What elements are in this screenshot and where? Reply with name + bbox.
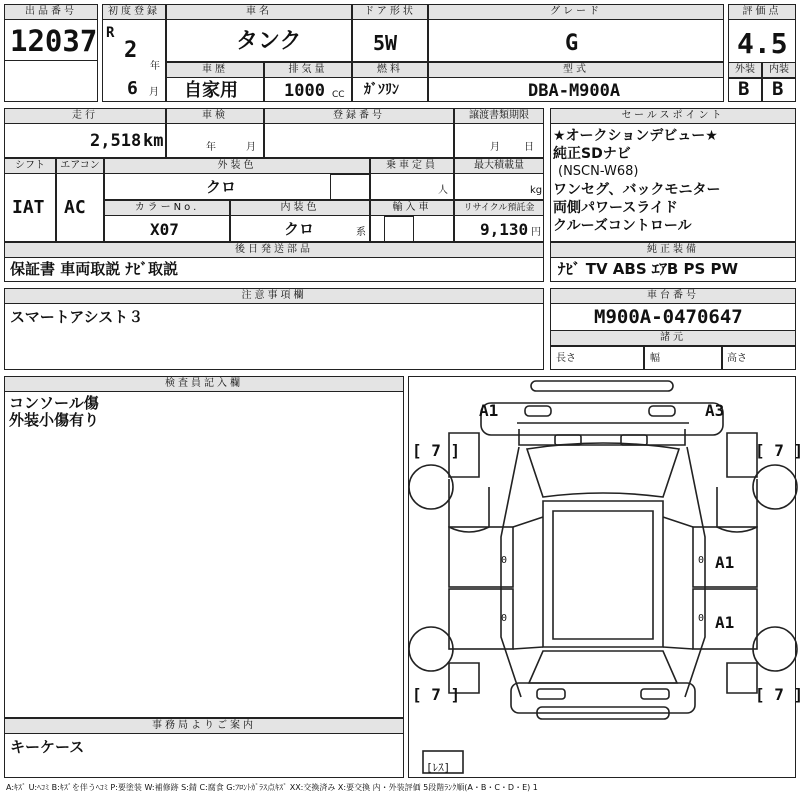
ext-color-label: 外装色 <box>104 158 370 174</box>
damage-a1-right-front-door: A1 <box>715 553 735 572</box>
damage-a3-front-right: A3 <box>705 401 725 420</box>
spec-length-label: 長さ <box>556 353 576 364</box>
sales-point-line: ★オークションデビュー★ <box>553 128 718 144</box>
import-sub <box>384 216 414 242</box>
first-reg-month: 6 <box>127 78 138 99</box>
recycle-unit: 円 <box>531 227 541 238</box>
transfer-label: 譲渡書類期限 <box>454 108 544 124</box>
grade-value: G <box>565 31 579 56</box>
equipment-label: 純正装備 <box>550 242 796 258</box>
inspector-label: 検査員記入欄 <box>4 376 404 392</box>
max-load-unit: kg <box>530 185 543 196</box>
int-color-label: 内装色 <box>230 200 370 216</box>
inspection-month-unit: 月 <box>246 142 256 153</box>
tread-rear-right: [ 7 ] <box>755 685 803 704</box>
office-label: 事務局よりご案内 <box>4 718 404 734</box>
recycle-value: 9,130 <box>480 220 529 239</box>
ext-color-value: クロ <box>206 178 237 196</box>
color-no-value: X07 <box>150 220 179 239</box>
displacement-unit: CC <box>332 90 345 100</box>
door-left-rear-mark: 0 <box>501 613 508 624</box>
sales-point-line: 純正SDナビ <box>553 146 631 162</box>
model-value: DBA-M900A <box>528 81 621 101</box>
equipment-value: ﾅﾋﾞ TV ABS ｴｱB PS PW <box>558 260 739 278</box>
inspector-line: コンソール傷 <box>9 394 99 412</box>
capacity-label: 乗車定員 <box>370 158 454 174</box>
spec-height-label: 高さ <box>727 353 747 364</box>
door-type: 5W <box>373 31 398 55</box>
fuel-label: 燃料 <box>352 62 428 78</box>
inspector-line: 外装小傷有り <box>9 411 100 429</box>
aircon-value: AC <box>64 197 86 218</box>
displacement-value: 1000 <box>284 81 325 101</box>
sales-points-label: セールスポイント <box>550 108 796 124</box>
score-value: 4.5 <box>737 27 788 60</box>
mileage-unit: km <box>143 131 164 151</box>
car-name: タンク <box>236 29 302 54</box>
history-value: 自家用 <box>184 80 238 101</box>
max-load-label: 最大積載量 <box>454 158 544 174</box>
inspection-year-unit: 年 <box>206 142 216 153</box>
capacity-unit: 人 <box>438 185 448 196</box>
aircon-label: エアコン <box>56 158 104 174</box>
chassis-number: M900A-0470647 <box>594 306 743 328</box>
notes-value: スマートアシスト３ <box>10 308 144 326</box>
int-color-unit: 系 <box>356 227 366 238</box>
first-reg-year: 2 <box>124 38 138 63</box>
first-reg-era: R <box>106 25 115 41</box>
sales-point-line: (NSCN-W68) <box>558 164 639 179</box>
transfer-day-unit: 日 <box>524 142 534 153</box>
score-ext: B <box>738 78 750 100</box>
score-ext-label: 外装 <box>728 62 762 78</box>
spare-tire-label: [ﾚｽ] <box>426 761 451 774</box>
first-reg-year-unit: 年 <box>150 61 160 72</box>
tread-front-right: [ 7 ] <box>755 441 803 460</box>
grade-label: グレード <box>428 4 724 20</box>
sales-point-line: 両側パワースライド <box>553 200 678 216</box>
car-diagram <box>408 376 803 778</box>
fuel-value: ｶﾞｿﾘﾝ <box>364 82 399 98</box>
door-right-rear-mark: 0 <box>698 613 705 624</box>
spec-width-label: 幅 <box>650 353 660 364</box>
tread-rear-left: [ 7 ] <box>412 685 461 704</box>
import-label: 輸入車 <box>370 200 454 216</box>
chassis-label: 車台番号 <box>550 288 796 304</box>
color-no-label: カラーNo. <box>104 200 230 216</box>
shift-value: IAT <box>12 197 45 218</box>
score-label: 評価点 <box>728 4 796 20</box>
lot-number: 12037 <box>10 24 98 58</box>
damage-a1-front-left: A1 <box>479 401 499 420</box>
legend: A:ｷｽﾞ U:ﾍｺﾐ B:ｷｽﾞを伴うﾍｺﾐ P:要塗装 W:補修跡 S:錆 C:腐食 G:ﾌﾛﾝﾄｶﾞﾗｽ点ｷｽﾞ XX:交換済み X:要交換 内・外装評価 5段階ﾗﾝｸ順(A・B・C・D・E) 1 <box>6 783 538 792</box>
int-color-value: クロ <box>284 220 315 238</box>
shift-label: シフト <box>4 158 56 174</box>
score-int-label: 内装 <box>762 62 796 78</box>
registration-label: 登録番号 <box>264 108 454 124</box>
later-delivery-value: 保証書 車両取説 ﾅﾋﾞ取説 <box>10 260 178 278</box>
notes-label: 注意事項欄 <box>4 288 544 304</box>
lot-sub-cell <box>4 60 98 102</box>
specs-label: 諸元 <box>550 330 796 346</box>
inspection-label: 車検 <box>166 108 264 124</box>
door-right-front-mark: 0 <box>698 555 705 566</box>
mileage-label: 走行 <box>4 108 166 124</box>
first-reg-label: 初度登録 <box>102 4 166 20</box>
tread-front-left: [ 7 ] <box>412 441 461 460</box>
sales-point-line: クルーズコントロール <box>553 218 692 234</box>
model-label: 型式 <box>428 62 724 78</box>
displacement-label: 排気量 <box>264 62 352 78</box>
history-label: 車歴 <box>166 62 264 78</box>
score-int: B <box>772 78 784 100</box>
recycle-label: リサイクル預託金 <box>454 200 544 216</box>
door-left-front-mark: 0 <box>501 555 508 566</box>
car-outline-svg <box>409 377 797 779</box>
door-label: ドア形状 <box>352 4 428 20</box>
lot-label: 出品番号 <box>4 4 98 20</box>
later-delivery-label: 後日発送部品 <box>4 242 544 258</box>
transfer-month-unit: 月 <box>490 142 500 153</box>
mileage-value: 2,518 <box>90 131 142 151</box>
car-name-label: 車名 <box>166 4 352 20</box>
damage-a1-right-rear-door: A1 <box>715 613 735 632</box>
office-value: キーケース <box>10 738 85 756</box>
sales-point-line: ワンセグ、バックモニター <box>553 182 721 198</box>
first-reg-month-unit: 月 <box>149 87 159 98</box>
ext-color-sub <box>330 174 370 200</box>
